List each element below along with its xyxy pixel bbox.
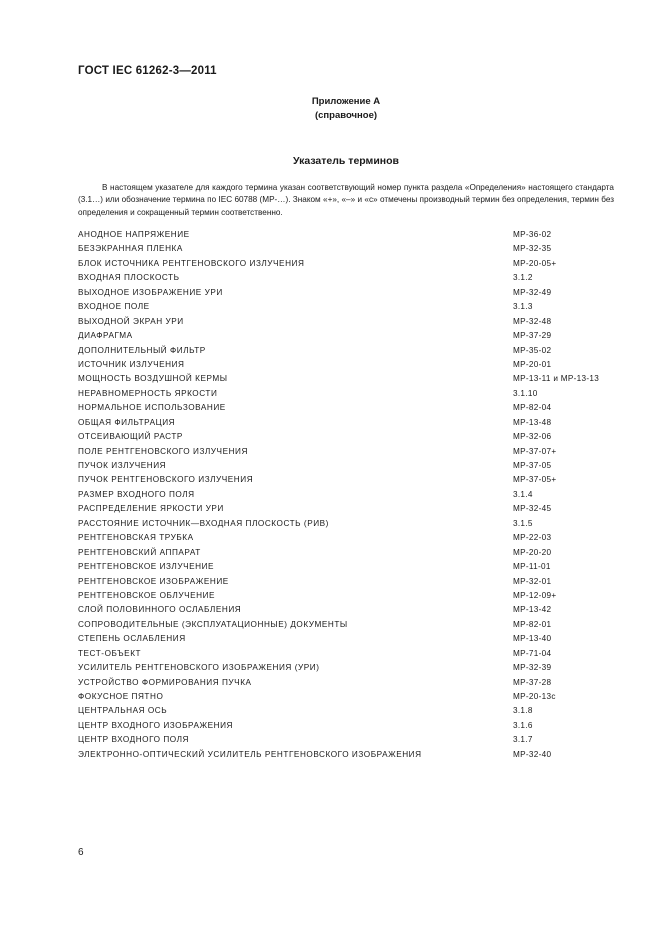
list-item [78, 706, 638, 720]
term-reference: 3.1.7 [513, 735, 533, 745]
term-reference: МР-37-05 [513, 461, 552, 470]
term-name: БЛОК ИСТОЧНИКА РЕНТГЕНОВСКОГО ИЗЛУЧЕНИЯ [78, 258, 305, 268]
term-reference: МР-13-48 [513, 417, 552, 427]
term-reference: МР-32-48 [513, 316, 552, 326]
list-item [78, 721, 638, 735]
list-item [78, 360, 638, 374]
page-number: 6 [78, 847, 84, 858]
list-item [78, 331, 638, 345]
list-item [78, 259, 638, 273]
appendix-type: (справочное) [314, 110, 378, 121]
terms-list [78, 230, 638, 764]
list-item [78, 750, 638, 764]
term-name: ВЫХОДНОЕ ИЗОБРАЖЕНИЕ УРИ [78, 287, 223, 297]
term-name: МОЩНОСТЬ ВОЗДУШНОЙ КЕРМЫ [78, 374, 228, 384]
term-reference: МР-32-40 [513, 749, 552, 759]
term-reference: МР-12-09+ [513, 590, 557, 600]
term-reference: МР-32-35 [513, 244, 552, 254]
list-item [78, 244, 638, 258]
term-reference: МР-22-03 [513, 533, 552, 543]
list-item [78, 504, 638, 518]
term-name: УСТРОЙСТВО ФОРМИРОВАНИЯ ПУЧКА [78, 677, 252, 687]
term-reference: МР-20-05+ [513, 258, 557, 268]
term-name: ЦЕНТРАЛЬНАЯ ОСЬ [78, 706, 168, 716]
term-name: БЕЗЭКРАННАЯ ПЛЕНКА [78, 244, 183, 254]
intro-text: В настоящем указателе для каждого термина указан соответствующий номер пункта раздела «Определения» настоящего стандарта (3.1…) или обозначение термина по IEC 60788 (МР-…). Знаком «+», «–» и «с» отмечены производный термин без определения, термин без определения и сокращенный термин соответственно. [78, 183, 614, 217]
term-reference: МР-82-04 [513, 403, 552, 413]
index-title: Указатель терминов [293, 155, 399, 167]
term-name: ФОКУСНОЕ ПЯТНО [78, 692, 164, 701]
term-name: ВЫХОДНОЙ ЭКРАН УРИ [78, 316, 184, 326]
term-reference: МР-32-39 [513, 663, 552, 673]
term-name: РЕНТГЕНОВСКОЕ ИЗОБРАЖЕНИЕ [78, 576, 229, 586]
list-item [78, 735, 638, 749]
term-name: ОТСЕИВАЮЩИЙ РАСТР [78, 432, 183, 442]
list-item [78, 490, 638, 504]
term-name: ДИАФРАГМА [78, 331, 133, 341]
term-name: РАССТОЯНИЕ ИСТОЧНИК—ВХОДНАЯ ПЛОСКОСТЬ (РИВ) [78, 518, 329, 528]
list-item [78, 346, 638, 360]
term-reference: МР-36-02 [513, 230, 552, 239]
term-reference: МР-71-04 [513, 648, 552, 658]
list-item [78, 461, 638, 475]
list-item [78, 374, 638, 388]
term-name: СЛОЙ ПОЛОВИННОГО ОСЛАБЛЕНИЯ [78, 605, 242, 615]
list-item [78, 317, 638, 331]
term-name: ПОЛЕ РЕНТГЕНОВСКОГО ИЗЛУЧЕНИЯ [78, 446, 248, 456]
term-name: РЕНТГЕНОВСКИЙ АППАРАТ [78, 547, 201, 557]
term-reference: 3.1.5 [513, 518, 533, 528]
list-item [78, 447, 638, 461]
list-item [78, 591, 638, 605]
term-name: РЕНТГЕНОВСКОЕ ИЗЛУЧЕНИЕ [78, 562, 215, 572]
term-name: ЦЕНТР ВХОДНОГО ИЗОБРАЖЕНИЯ [78, 720, 233, 730]
term-reference: МР-37-05+ [513, 475, 557, 485]
list-item [78, 519, 638, 533]
term-reference: МР-37-07+ [513, 446, 557, 456]
term-reference: 3.1.4 [513, 489, 533, 499]
term-reference: МР-82-01 [513, 619, 552, 629]
term-reference: МР-13-40 [513, 634, 552, 644]
list-item [78, 577, 638, 591]
term-name: НЕРАВНОМЕРНОСТЬ ЯРКОСТИ [78, 388, 218, 398]
term-reference: МР-37-29 [513, 331, 552, 341]
list-item [78, 562, 638, 576]
term-reference: МР-32-49 [513, 287, 552, 297]
term-name: ЦЕНТР ВХОДНОГО ПОЛЯ [78, 735, 189, 745]
term-name: НОРМАЛЬНОЕ ИСПОЛЬЗОВАНИЕ [78, 403, 226, 413]
term-name: ЭЛЕКТРОННО-ОПТИЧЕСКИЙ УСИЛИТЕЛЬ РЕНТГЕНОВСКОГО ИЗОБРАЖЕНИЯ [78, 749, 422, 759]
list-item [78, 230, 638, 244]
term-name: СОПРОВОДИТЕЛЬНЫЕ (ЭКСПЛУАТАЦИОННЫЕ) ДОКУМЕНТЫ [78, 619, 348, 629]
list-item [78, 432, 638, 446]
list-item [78, 634, 638, 648]
term-reference: 3.1.8 [513, 706, 533, 716]
term-name: ВХОДНАЯ ПЛОСКОСТЬ [78, 273, 180, 283]
list-item [78, 273, 638, 287]
term-name: УСИЛИТЕЛЬ РЕНТГЕНОВСКОГО ИЗОБРАЖЕНИЯ (УРИ) [78, 663, 320, 673]
term-reference: МР-20-20 [513, 547, 552, 557]
term-name: ДОПОЛНИТЕЛЬНЫЙ ФИЛЬТР [78, 345, 206, 355]
list-item [78, 288, 638, 302]
term-name: РЕНТГЕНОВСКОЕ ОБЛУЧЕНИЕ [78, 590, 216, 600]
term-reference: 3.1.6 [513, 720, 533, 730]
term-name: АНОДНОЕ НАПРЯЖЕНИЕ [78, 230, 190, 239]
appendix-title: Приложение А [311, 96, 381, 107]
list-item [78, 475, 638, 489]
term-name: СТЕПЕНЬ ОСЛАБЛЕНИЯ [78, 634, 186, 644]
list-item [78, 548, 638, 562]
term-name: ВХОДНОЕ ПОЛЕ [78, 302, 150, 312]
term-reference: МР-32-45 [513, 504, 552, 514]
term-reference: МР-32-01 [513, 576, 552, 586]
list-item [78, 649, 638, 663]
list-item [78, 678, 638, 692]
list-item [78, 389, 638, 403]
term-reference: МР-20-13с [513, 692, 556, 701]
list-item [78, 533, 638, 547]
term-name: ПУЧОК РЕНТГЕНОВСКОГО ИЗЛУЧЕНИЯ [78, 475, 254, 485]
term-name: РЕНТГЕНОВСКАЯ ТРУБКА [78, 533, 194, 543]
list-item [78, 403, 638, 417]
term-reference: МР-37-28 [513, 677, 552, 687]
term-reference: МР-13-42 [513, 605, 552, 615]
term-reference: 3.1.2 [513, 273, 533, 283]
term-name: РАЗМЕР ВХОДНОГО ПОЛЯ [78, 489, 195, 499]
intro-paragraph [78, 182, 614, 219]
term-reference: МР-11-01 [513, 562, 551, 572]
term-reference: 3.1.3 [513, 302, 533, 312]
list-item [78, 418, 638, 432]
list-item [78, 620, 638, 634]
term-reference: МР-32-06 [513, 432, 552, 442]
standard-header: ГОСТ IEC 61262-3—2011 [78, 65, 217, 77]
term-reference: 3.1.10 [513, 388, 538, 398]
list-item [78, 605, 638, 619]
term-reference: МР-35-02 [513, 345, 552, 355]
term-name: ТЕСТ-ОБЪЕКТ [78, 648, 142, 658]
term-name: ОБЩАЯ ФИЛЬТРАЦИЯ [78, 417, 176, 427]
list-item [78, 663, 638, 677]
list-item [78, 692, 638, 706]
term-name: ИСТОЧНИК ИЗЛУЧЕНИЯ [78, 359, 185, 369]
term-reference: МР-13-11 и МР-13-13 [513, 374, 600, 384]
term-name: ПУЧОК ИЗЛУЧЕНИЯ [78, 461, 167, 470]
term-reference: МР-20-01 [513, 359, 552, 369]
list-item [78, 302, 638, 316]
term-name: РАСПРЕДЕЛЕНИЕ ЯРКОСТИ УРИ [78, 504, 224, 514]
